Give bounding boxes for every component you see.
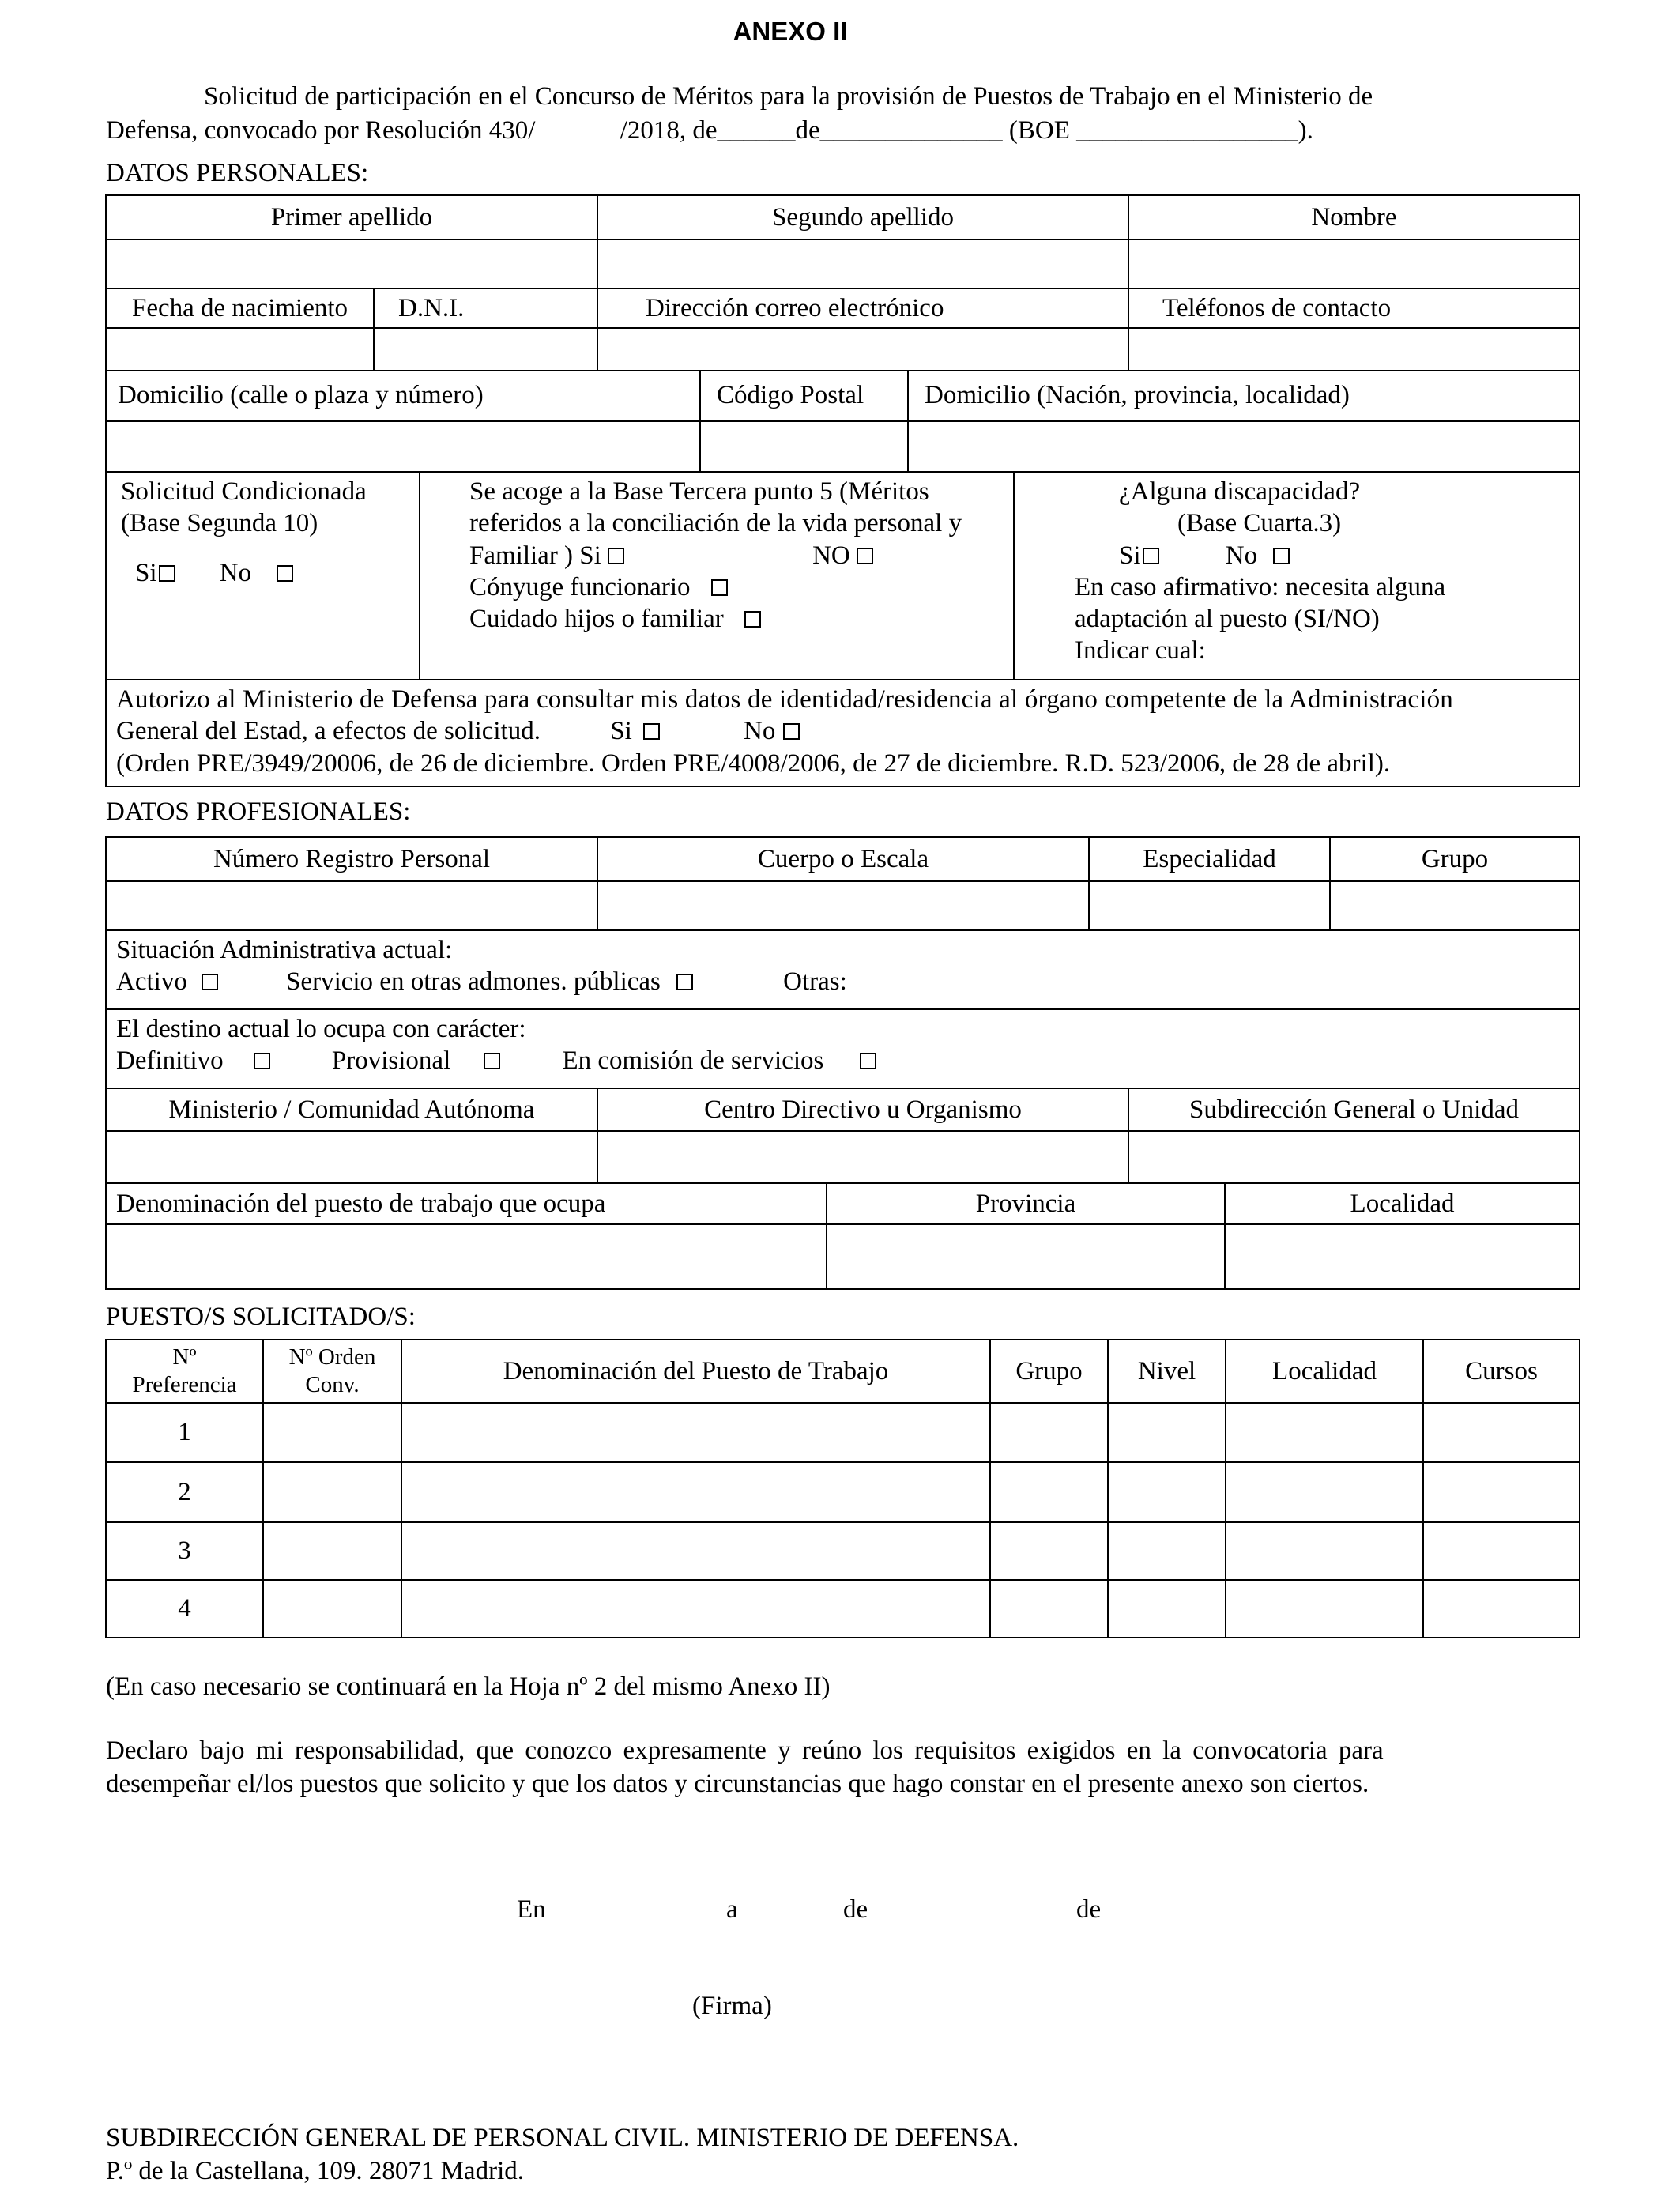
- nivel-field[interactable]: [1108, 1462, 1226, 1522]
- especialidad-field[interactable]: [1089, 881, 1330, 930]
- domicilio-localidad-field[interactable]: [908, 421, 1580, 472]
- cuerpo-field[interactable]: [597, 881, 1089, 930]
- nivel-field[interactable]: [1108, 1522, 1226, 1580]
- disc-si-label: Si: [1119, 541, 1141, 570]
- col-cursos: Cursos: [1423, 1340, 1580, 1403]
- lugar-de-1: de: [843, 1895, 868, 1924]
- autorizo-no-checkbox[interactable]: [783, 723, 800, 740]
- col-denominacion: Denominación del Puesto de Trabajo: [401, 1340, 990, 1403]
- profesional-heading: DATOS PROFESIONALES:: [106, 797, 411, 826]
- nombre-field[interactable]: [1128, 239, 1580, 288]
- nombre-label: Nombre: [1128, 195, 1580, 239]
- base-line-3: Familiar ) Si: [469, 541, 601, 570]
- condicionada-line-1: Solicitud Condicionada: [121, 477, 367, 506]
- definitivo-label: Definitivo: [116, 1046, 224, 1076]
- destino-label: El destino actual lo ocupa con carácter:: [116, 1015, 526, 1043]
- col-orden-line-2: Conv.: [305, 1372, 360, 1397]
- cursos-field[interactable]: [1423, 1580, 1580, 1638]
- denominacion-label: Denominación del puesto de trabajo que ocupa: [106, 1183, 827, 1224]
- domicilio-label: Domicilio (calle o plaza y número): [106, 371, 700, 421]
- col-orden-line-1: Nº Orden: [288, 1344, 376, 1370]
- domicilio-field[interactable]: [106, 421, 700, 472]
- disc-line-1: ¿Alguna discapacidad?: [1119, 477, 1361, 506]
- ministerio-label: Ministerio / Comunidad Autónoma: [106, 1088, 597, 1131]
- conyuge-checkbox[interactable]: [711, 579, 728, 596]
- codigo-postal-field[interactable]: [700, 421, 908, 472]
- footer-line-2: P.º de la Castellana, 109. 28071 Madrid.: [106, 2157, 524, 2185]
- personal-address-table: [105, 370, 1580, 473]
- condicionada-line-2: (Base Segunda 10): [121, 509, 318, 538]
- col-nivel: Nivel: [1108, 1340, 1226, 1403]
- table-row: [106, 1462, 1580, 1522]
- intro-line-2: Defensa, convocado por Resolución 430/ /2018, de______de______________ (BOE _________________).: [106, 116, 1313, 145]
- telefonos-label: Teléfonos de contacto: [1128, 288, 1580, 328]
- localidad-field[interactable]: [1226, 1522, 1423, 1580]
- autorizo-line-1: Autorizo al Ministerio de Defensa para consultar mis datos de identidad/residencia al órgano competente de la Administración: [116, 685, 1454, 714]
- declaro-line-2: desempeñar el/los puestos que solicito y que los datos y circunstancias que hago constar en el presente anexo son ciertos.: [106, 1770, 1369, 1798]
- denominacion-field[interactable]: [401, 1580, 990, 1638]
- comision-label: En comisión de servicios: [562, 1046, 824, 1076]
- puestos-heading: PUESTO/S SOLICITADO/S:: [106, 1302, 416, 1331]
- primer-apellido-field[interactable]: [106, 239, 597, 288]
- servicio-label: Servicio en otras admones. públicas: [286, 967, 661, 997]
- situacion-cell: [106, 930, 1580, 1009]
- personal-contact-table: [105, 288, 1580, 371]
- cuidado-label: Cuidado hijos o familiar: [469, 605, 724, 633]
- intro-line-1: Solicitud de participación en el Concurso de Méritos para la provisión de Puestos de Trabajo en el Ministerio de: [204, 82, 1373, 111]
- orden-field[interactable]: [263, 1580, 401, 1638]
- fecha-nacimiento-label: Fecha de nacimiento: [106, 288, 374, 328]
- disc-no-label: No: [1225, 541, 1258, 570]
- orden-field[interactable]: [263, 1522, 401, 1580]
- base-si-checkbox[interactable]: [608, 548, 624, 564]
- condicionada-si-label: Si: [135, 558, 157, 587]
- table-row: [106, 1580, 1580, 1638]
- col-orden: [263, 1340, 401, 1403]
- activo-label: Activo: [116, 967, 187, 997]
- provincia-field[interactable]: [827, 1224, 1225, 1289]
- grupo-field[interactable]: [990, 1462, 1108, 1522]
- subdireccion-label: Subdirección General o Unidad: [1128, 1088, 1580, 1131]
- servicio-checkbox[interactable]: [676, 974, 693, 990]
- definitivo-checkbox[interactable]: [254, 1053, 270, 1069]
- col-pref-line-1: Nº: [172, 1344, 197, 1370]
- segundo-apellido-label: Segundo apellido: [597, 195, 1128, 239]
- provincia-label: Provincia: [827, 1183, 1225, 1224]
- provisional-label: Provisional: [331, 1046, 451, 1076]
- footer-line-1: SUBDIRECCIÓN GENERAL DE PERSONAL CIVIL. MINISTERIO DE DEFENSA.: [106, 2124, 1019, 2152]
- personal-options-table: [105, 471, 1580, 787]
- discapacidad-cell: [1014, 472, 1580, 680]
- localidad-field[interactable]: [1226, 1462, 1423, 1522]
- activo-checkbox[interactable]: [202, 974, 218, 990]
- autorizo-line-2: General del Estad, a efectos de solicitud.: [116, 717, 541, 746]
- comision-checkbox[interactable]: [860, 1053, 876, 1069]
- table-row: [106, 1403, 1580, 1462]
- dni-field[interactable]: [374, 328, 597, 371]
- disc-line-4: adaptación al puesto (SI/NO): [1075, 605, 1380, 633]
- grupo-field[interactable]: [1330, 881, 1580, 930]
- puestos-table: [105, 1339, 1580, 1638]
- profesional-destino-table: [105, 1088, 1580, 1184]
- fecha-nacimiento-field[interactable]: [106, 328, 374, 371]
- grupo-field[interactable]: [990, 1522, 1108, 1580]
- base-tercera-cell: [420, 472, 1014, 680]
- disc-no-checkbox[interactable]: [1273, 548, 1290, 564]
- centro-field[interactable]: [597, 1131, 1128, 1183]
- col-localidad: Localidad: [1226, 1340, 1423, 1403]
- row-number: 2: [106, 1462, 263, 1522]
- lugar-de-2: de: [1076, 1895, 1102, 1924]
- ministerio-field[interactable]: [106, 1131, 597, 1183]
- solicitud-condicionada-cell: [106, 472, 420, 680]
- nivel-field[interactable]: [1108, 1403, 1226, 1462]
- autorizo-no-label: No: [744, 717, 776, 746]
- personal-heading: DATOS PERSONALES:: [106, 159, 369, 187]
- localidad-field[interactable]: [1226, 1403, 1423, 1462]
- localidad-field[interactable]: [1226, 1580, 1423, 1638]
- table-row: [106, 1522, 1580, 1580]
- cursos-field[interactable]: [1423, 1462, 1580, 1522]
- disc-line-3: En caso afirmativo: necesita alguna: [1075, 572, 1446, 601]
- correo-label: Dirección correo electrónico: [597, 288, 1128, 328]
- disc-line-2: (Base Cuarta.3): [1177, 509, 1342, 538]
- cuidado-checkbox[interactable]: [744, 611, 761, 628]
- cuerpo-label: Cuerpo o Escala: [597, 837, 1089, 881]
- lugar-en: En: [517, 1895, 546, 1924]
- condicionada-no-label: No: [219, 558, 252, 587]
- base-line-2: referidos a la conciliación de la vida personal y: [469, 509, 962, 538]
- page-title: ANEXO II: [733, 17, 848, 46]
- localidad-field[interactable]: [1225, 1224, 1580, 1289]
- condicionada-si-checkbox[interactable]: [159, 565, 175, 582]
- cursos-field[interactable]: [1423, 1403, 1580, 1462]
- continuacion-note: (En caso necesario se continuará en la Hoja nº 2 del mismo Anexo II): [106, 1672, 831, 1701]
- denominacion-field[interactable]: [401, 1403, 990, 1462]
- telefonos-field[interactable]: [1128, 328, 1580, 371]
- correo-field[interactable]: [597, 328, 1128, 371]
- declaro-line-1: Declaro bajo mi responsabilidad, que conozco expresamente y reúno los requisitos exigidos en la convocatoria para: [106, 1736, 1384, 1765]
- profesional-puesto-table: [105, 1182, 1580, 1290]
- personal-names-table: [105, 194, 1580, 289]
- grupo-field[interactable]: [990, 1403, 1108, 1462]
- lugar-a: a: [726, 1895, 738, 1924]
- cursos-field[interactable]: [1423, 1522, 1580, 1580]
- denominacion-field[interactable]: [401, 1522, 990, 1580]
- primer-apellido-label: Primer apellido: [106, 195, 597, 239]
- grupo-label: Grupo: [1330, 837, 1580, 881]
- nrp-label: Número Registro Personal: [106, 837, 597, 881]
- col-pref-line-2: Preferencia: [132, 1372, 237, 1397]
- localidad-label: Localidad: [1225, 1183, 1580, 1224]
- disc-line-5: Indicar cual:: [1075, 636, 1206, 665]
- base-no-checkbox[interactable]: [857, 548, 873, 564]
- autorizo-cell: [106, 680, 1580, 786]
- base-no-label: NO: [812, 541, 850, 570]
- grupo-field[interactable]: [990, 1580, 1108, 1638]
- otras-label: Otras:: [783, 967, 847, 997]
- orden-field[interactable]: [263, 1462, 401, 1522]
- row-number: 4: [106, 1580, 263, 1638]
- destino-cell: [106, 1009, 1580, 1088]
- row-number: 3: [106, 1522, 263, 1580]
- codigo-postal-label: Código Postal: [700, 371, 908, 421]
- domicilio-localidad-label: Domicilio (Nación, provincia, localidad): [908, 371, 1580, 421]
- dni-label: D.N.I.: [374, 288, 597, 328]
- orden-field[interactable]: [263, 1403, 401, 1462]
- condicionada-no-checkbox[interactable]: [277, 565, 293, 582]
- autorizo-line-3: (Orden PRE/3949/20006, de 26 de diciembre. Orden PRE/4008/2006, de 27 de diciembre. R.D. 523/2006, de 28 de abril).: [116, 748, 1391, 778]
- autorizo-si-checkbox[interactable]: [643, 723, 660, 740]
- col-preferencia: [106, 1340, 263, 1403]
- disc-si-checkbox[interactable]: [1143, 548, 1159, 564]
- profesional-ids-table: [105, 836, 1580, 1089]
- segundo-apellido-field[interactable]: [597, 239, 1128, 288]
- autorizo-si-label: Si: [610, 717, 632, 746]
- firma-label: (Firma): [692, 1992, 772, 2020]
- col-grupo: Grupo: [990, 1340, 1108, 1403]
- denominacion-field[interactable]: [106, 1224, 827, 1289]
- denominacion-field[interactable]: [401, 1462, 990, 1522]
- subdireccion-field[interactable]: [1128, 1131, 1580, 1183]
- conyuge-label: Cónyuge funcionario: [469, 572, 691, 601]
- base-line-1: Se acoge a la Base Tercera punto 5 (Méritos: [469, 477, 929, 506]
- nrp-field[interactable]: [106, 881, 597, 930]
- nivel-field[interactable]: [1108, 1580, 1226, 1638]
- especialidad-label: Especialidad: [1089, 837, 1330, 881]
- provisional-checkbox[interactable]: [484, 1053, 500, 1069]
- centro-label: Centro Directivo u Organismo: [597, 1088, 1128, 1131]
- situacion-label: Situación Administrativa actual:: [116, 936, 453, 964]
- row-number: 1: [106, 1403, 263, 1462]
